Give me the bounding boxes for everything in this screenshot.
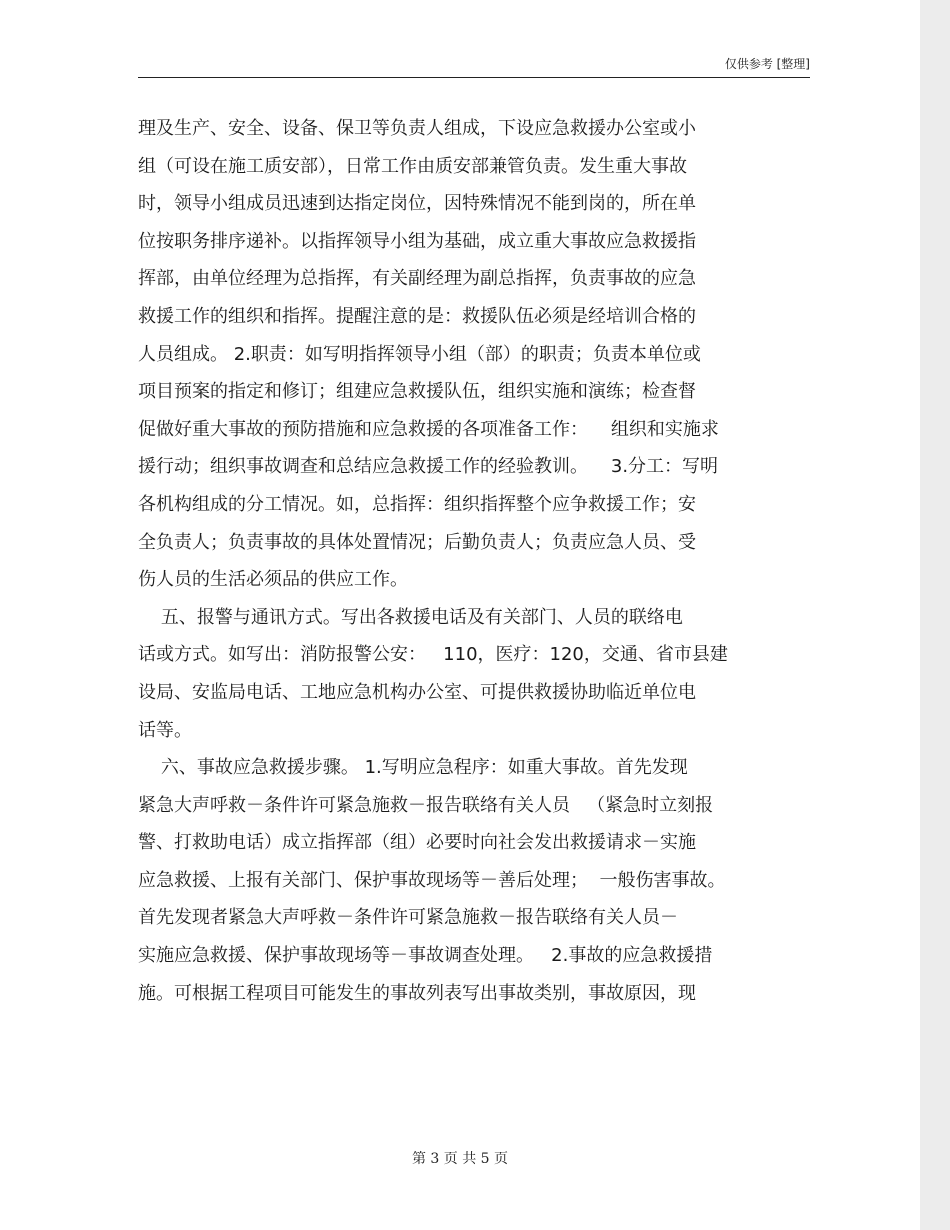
text-line: 六、事故应急救援步骤。 1.写明应急程序：如重大事故。首先发现 xyxy=(138,757,688,779)
text-line: 人员组成。 2.职责：如写明指挥领导小组（部）的职责；负责本单位或 xyxy=(138,343,701,365)
text-line: 五、报警与通讯方式。写出各救援电话及有关部门、人员的联络电 xyxy=(138,606,683,628)
text-line: 各机构组成的分工情况。如，总指挥：组织指挥整个应争救援工作；安 xyxy=(138,493,696,515)
text-line: 首先发现者紧急大声呼救－条件许可紧急施救－报告联络有关人员－ xyxy=(138,907,678,929)
text-line: 话或方式。如写出：消防报警公安： 110，医疗：120，交通、省市县建 xyxy=(138,644,728,666)
text-line: 设局、安监局电话、工地应急机构办公室、可提供救援协助临近单位电 xyxy=(138,681,696,703)
page-number-footer: 第 3 页 共 5 页 xyxy=(411,1151,509,1167)
text-line: 项目预案的指定和修订；组建应急救援队伍，组织实施和演练；检查督 xyxy=(138,381,696,403)
text-line: 理及生产、安全、设备、保卫等负责人组成，下设应急救援办公室或小 xyxy=(138,118,696,139)
page-header: 仅供参考 [整理] xyxy=(724,57,810,71)
header-divider xyxy=(138,77,810,78)
text-line: 组（可设在施工质安部），日常工作由质安部兼管负责。发生重大事故 xyxy=(138,155,687,177)
text-line: 挥部，由单位经理为总指挥，有关副经理为副总指挥，负责事故的应急 xyxy=(138,268,696,290)
text-line: 伤人员的生活必须品的供应工作。 xyxy=(138,569,408,591)
text-line: 应急救援、上报有关部门、保护事故现场等－善后处理； 一般伤害事故。 xyxy=(138,869,726,891)
text-line: 警、打救助电话）成立指挥部（组）必要时向社会发出救援请求－实施 xyxy=(138,832,696,854)
text-line: 施。可根据工程项目可能发生的事故列表写出事故类别，事故原因，现 xyxy=(138,982,696,1004)
text-line: 全负责人；负责事故的具体处置情况；后勤负责人；负责应急人员、受 xyxy=(138,531,696,553)
text-line: 救援工作的组织和指挥。提醒注意的是：救援队伍必须是经培训合格的 xyxy=(138,305,696,327)
text-line: 位按职务排序递补。以指挥领导小组为基础，成立重大事故应急救援指 xyxy=(138,230,696,252)
text-line: 援行动；组织事故调查和总结应急救援工作的经验教训。 3.分工：写明 xyxy=(138,456,719,478)
text-line: 话等。 xyxy=(138,719,192,741)
text-line: 紧急大声呼救－条件许可紧急施救－报告联络有关人员 （紧急时立刻报 xyxy=(138,794,714,816)
text-line: 促做好重大事故的预防措施和应急救援的各项准备工作： 组织和实施求 xyxy=(138,418,719,440)
text-line: 时，领导小组成员迅速到达指定岗位，因特殊情况不能到岗的，所在单 xyxy=(138,193,696,215)
body-text xyxy=(138,110,818,1012)
text-line: 实施应急救援、保护事故现场等－事故调查处理。 2.事故的应急救援措 xyxy=(138,945,713,967)
